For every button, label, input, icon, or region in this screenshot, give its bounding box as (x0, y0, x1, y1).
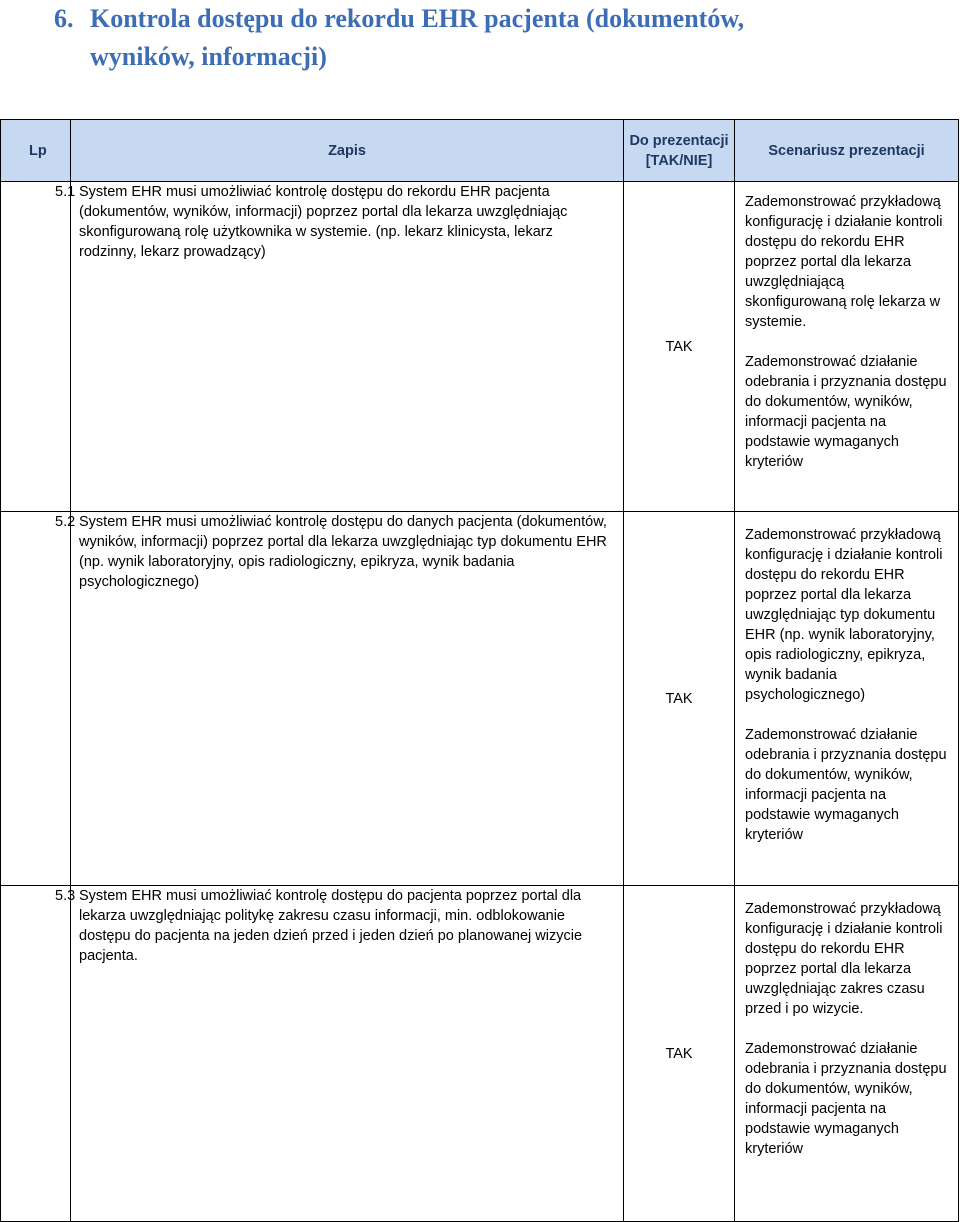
row-lp: 5.2 (1, 512, 71, 886)
row-zapis: System EHR musi umożliwiać kontrolę dostępu do rekordu EHR pacjenta (dokumentów, wyników, informacji) poprzez portal dla lekarza uwzględniając skonfigurowaną rolę użytkownika w systemie. (np. lekarz klinicysta, lekarz rodzinny, lekarz prowadzący) (71, 182, 624, 512)
scenario-paragraph: Zademonstrować przykładową konfigurację i działanie kontroli dostępu do rekordu EHR poprzez portal dla lekarza uwzględniając zakres czasu przed i po wizycie. (745, 901, 943, 1017)
row-prezentacja: TAK (624, 886, 735, 1222)
header-scenariusz: Scenariusz prezentacji (735, 120, 959, 182)
section-title (54, 0, 934, 76)
scenario-paragraph: Zademonstrować przykładową konfigurację i działanie kontroli dostępu do rekordu EHR poprzez portal dla lekarza uwzględniającą skonfigurowaną rolę lekarza w systemie. (745, 194, 943, 330)
section-title-line1: Kontrola dostępu do rekordu EHR pacjenta (dokumentów, (90, 4, 745, 33)
scenario-paragraph: Zademonstrować przykładową konfigurację i działanie kontroli dostępu do rekordu EHR poprzez portal dla lekarza uwzględniając typ dokumentu EHR (np. wynik laboratoryjny, opis radiologiczny, epikryza, wynik badania psychologicznego) (745, 527, 943, 703)
header-lp: Lp (1, 120, 71, 182)
table-row (1, 512, 959, 886)
section-number: 6. (54, 4, 74, 33)
row-prezentacja: TAK (624, 512, 735, 886)
scenario-paragraph: Zademonstrować działanie odebrania i przyznania dostępu do dokumentów, wyników, informacji pacjenta na podstawie wymaganych kryteriów (745, 727, 947, 843)
header-zapis: Zapis (71, 120, 624, 182)
table-row (1, 886, 959, 1222)
row-prezentacja: TAK (624, 182, 735, 512)
scenario-paragraph: Zademonstrować działanie odebrania i przyznania dostępu do dokumentów, wyników, informacji pacjenta na podstawie wymaganych kryteriów (745, 354, 947, 470)
table-row (1, 182, 959, 512)
row-scenariusz (735, 886, 959, 1222)
row-zapis: System EHR musi umożliwiać kontrolę dostępu do pacjenta poprzez portal dla lekarza uwzględniając politykę zakresu czasu informacji, min. odblokowanie dostępu do pacjenta na jeden dzień przed i jeden dzień po planowanej wizycie pacjenta. (71, 886, 624, 1222)
row-scenariusz (735, 182, 959, 512)
requirements-table (0, 119, 959, 1222)
table-header-row (1, 120, 959, 182)
row-lp: 5.3 (1, 886, 71, 1222)
scenario-paragraph: Zademonstrować działanie odebrania i przyznania dostępu do dokumentów, wyników, informacji pacjenta na podstawie wymaganych kryteriów (745, 1041, 947, 1157)
header-do-prezentacji: Do prezentacji [TAK/NIE] (624, 120, 735, 182)
row-zapis: System EHR musi umożliwiać kontrolę dostępu do danych pacjenta (dokumentów, wyników, informacji) poprzez portal dla lekarza uwzględniając typ dokumentu EHR (np. wynik laboratoryjny, opis radiologiczny, epikryza, wynik badania psychologicznego) (71, 512, 624, 886)
row-lp: 5.1 (1, 182, 71, 512)
section-title-line2: wyników, informacji) (90, 42, 327, 71)
row-scenariusz (735, 512, 959, 886)
